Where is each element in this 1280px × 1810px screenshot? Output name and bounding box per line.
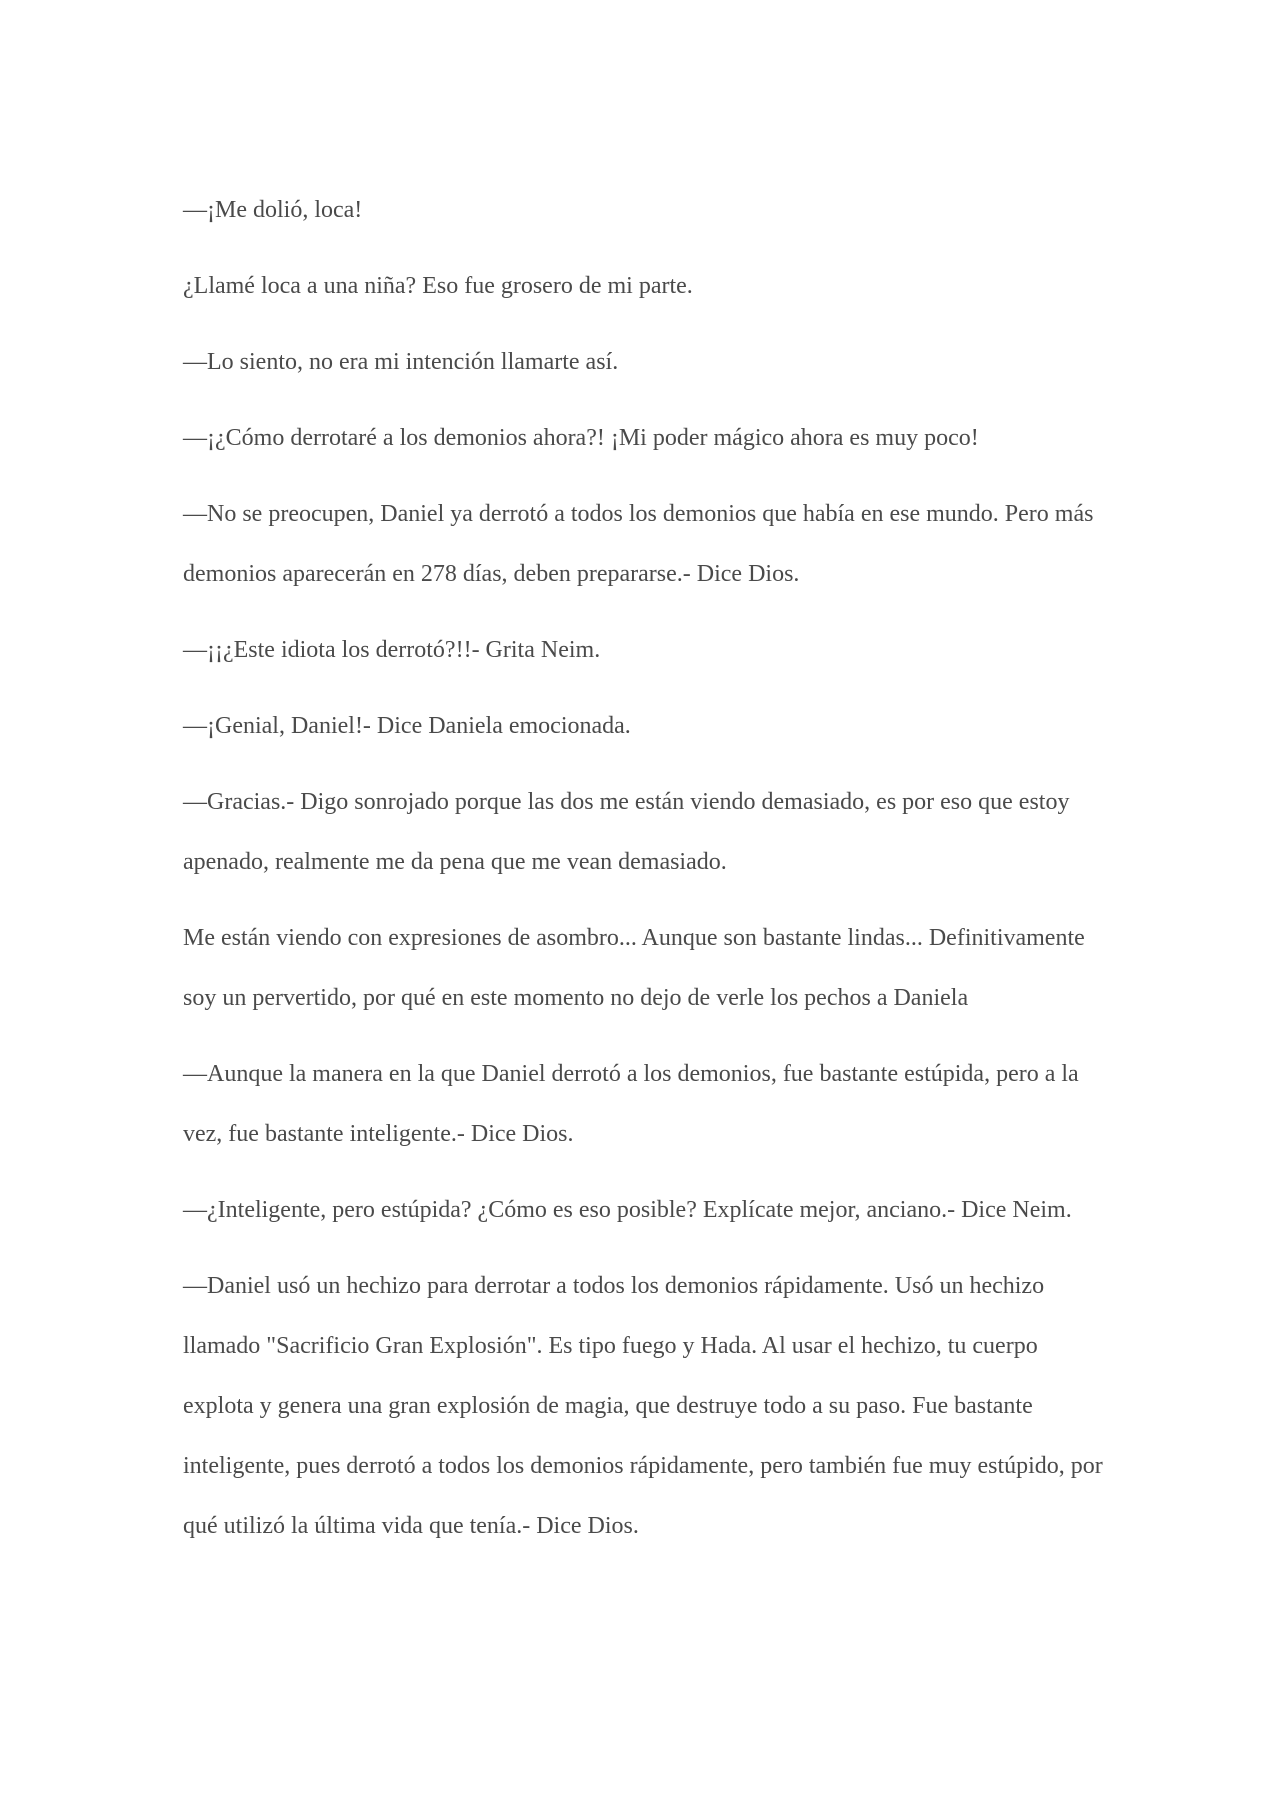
document-body	[183, 180, 1103, 1572]
paragraph: —Gracias.- Digo sonrojado porque las dos me están viendo demasiado, es por eso que estoy apenado, realmente me da pena que me vean demasiado.	[183, 789, 1070, 875]
paragraph: Me están viendo con expresiones de asombro... Aunque son bastante lindas... Definitivamente soy un pervertido, por qué en este momento no dejo de verle los pechos a Daniela	[183, 925, 1085, 1011]
paragraph: —Daniel usó un hechizo para derrotar a todos los demonios rápidamente. Usó un hechizo llamado "Sacrificio Gran Explosión". Es tipo fuego y Hada. Al usar el hechizo, tu cuerpo explota y genera una gran explosión de magia, que destruye todo a su paso. Fue bastante inteligente, pues derrotó a todos los demonios rápidamente, pero también fue muy estúpido, por qué utilizó la última vida que tenía.- Dice Dios.	[183, 1273, 1103, 1539]
paragraph: —Lo siento, no era mi intención llamarte así.	[183, 349, 619, 375]
paragraph: ¿Llamé loca a una niña? Eso fue grosero de mi parte.	[183, 273, 693, 299]
paragraph: —No se preocupen, Daniel ya derrotó a todos los demonios que había en ese mundo. Pero más demonios aparecerán en 278 días, deben prepararse.- Dice Dios.	[183, 501, 1094, 587]
paragraph: —Aunque la manera en la que Daniel derrotó a los demonios, fue bastante estúpida, pero a la vez, fue bastante inteligente.- Dice Dios.	[183, 1061, 1079, 1147]
paragraph: —¡¡¿Este idiota los derrotó?!!- Grita Neim.	[183, 637, 601, 663]
paragraph: —¡Genial, Daniel!- Dice Daniela emocionada.	[183, 713, 631, 739]
paragraph: —¡¿Cómo derrotaré a los demonios ahora?! ¡Mi poder mágico ahora es muy poco!	[183, 425, 979, 451]
paragraph: —¿Inteligente, pero estúpida? ¿Cómo es eso posible? Explícate mejor, anciano.- Dice Neim.	[183, 1197, 1072, 1223]
paragraph: —¡Me dolió, loca!	[183, 197, 363, 223]
